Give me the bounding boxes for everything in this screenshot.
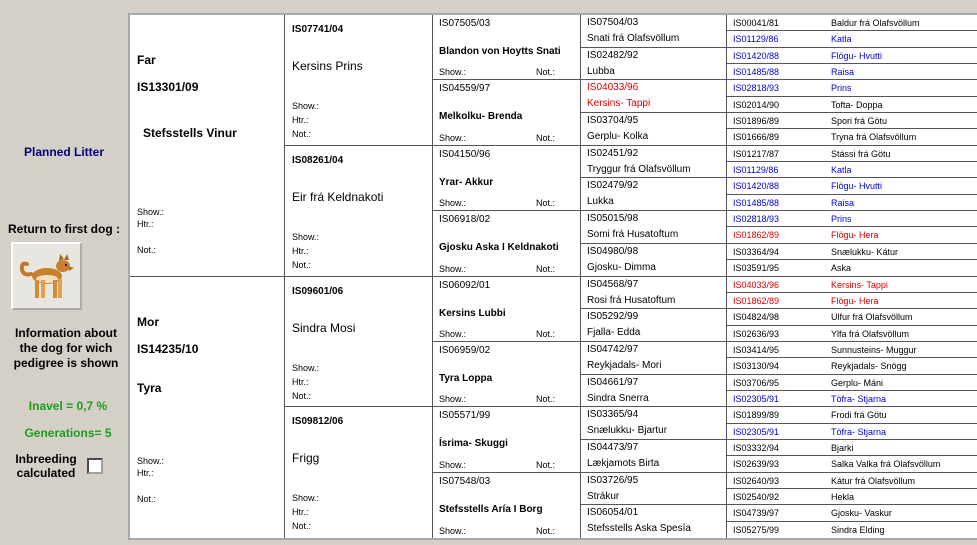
dog-info-label: Information about the dog for wich pedigree is shown xyxy=(13,326,119,370)
planned-litter-label: Planned Litter xyxy=(23,145,104,159)
gen5-name: Raisa xyxy=(831,67,855,78)
not-label: Not.: xyxy=(536,394,556,405)
gen5-reg-number: IS01129/86 xyxy=(733,165,779,176)
not-label: Not.: xyxy=(536,459,556,470)
not-label: Not.: xyxy=(536,328,556,339)
show-label: Show.: xyxy=(292,101,320,111)
gen5-reg-number: IS01485/88 xyxy=(733,197,780,208)
show-label: Show.: xyxy=(292,231,320,242)
parent-meta xyxy=(137,206,164,256)
gen3-reg-number: IS06092/01 xyxy=(439,279,491,291)
gen5-name: Snælukku- Kátur xyxy=(831,246,899,257)
htr-label: Htr.: xyxy=(137,219,154,229)
gen4-reg-number: IS06054/01 xyxy=(587,507,639,519)
gen4-reg-number: IS02479/92 xyxy=(587,180,639,192)
show-label: Show.: xyxy=(292,362,320,373)
gen5-reg-number: IS01896/89 xyxy=(733,116,780,127)
gen4-name: Somi frá Husatoftum xyxy=(587,229,679,241)
gen4-cell[interactable] xyxy=(581,473,726,506)
gen5-name: Reykjadals- Snögg xyxy=(831,361,907,372)
not-label: Not.: xyxy=(292,259,312,270)
parent-reg-number: IS13301/09 xyxy=(137,80,199,94)
gen3-cell[interactable] xyxy=(433,342,580,407)
gen4-reg-number: IS04568/97 xyxy=(587,278,639,290)
not-label: Not.: xyxy=(137,493,157,504)
gen5-reg-number: IS04033/96 xyxy=(733,279,780,290)
gen3-reg-number: IS04559/97 xyxy=(439,83,491,95)
gen5-row[interactable] xyxy=(727,424,977,440)
gen5-row[interactable] xyxy=(727,293,977,309)
gen4-name: Lubba xyxy=(587,65,615,77)
gen5-name: Stássi frá Götu xyxy=(831,148,891,159)
gen5-row[interactable] xyxy=(727,97,977,113)
gen5-row[interactable] xyxy=(727,113,977,129)
gen5-name: Gerplu- Máni xyxy=(831,377,884,388)
gen3-name: Ísrima- Skuggi xyxy=(439,438,508,450)
gen5-name: Gjosku- Vaskur xyxy=(831,508,892,519)
gen5-name: Katla xyxy=(831,165,852,176)
parent-cell[interactable] xyxy=(130,277,284,539)
grandparent-name: Frigg xyxy=(292,451,320,466)
gen5-row[interactable] xyxy=(727,326,977,342)
gen3-name: Tyra Loppa xyxy=(439,372,493,384)
grandparent-meta xyxy=(292,491,319,533)
gen3-cell[interactable] xyxy=(433,277,580,342)
gen5-row[interactable] xyxy=(727,456,977,472)
dog-thumbnail-icon xyxy=(19,250,75,304)
gen4-name: Reykjadals- Mori xyxy=(587,359,662,371)
gen4-reg-number: IS04980/98 xyxy=(587,245,639,257)
gen5-name: Flögu- Hera xyxy=(831,230,879,241)
generation-5-column xyxy=(727,15,977,538)
gen5-row[interactable] xyxy=(727,195,977,211)
not-label: Not.: xyxy=(536,526,556,536)
gen4-cell[interactable] xyxy=(581,80,726,113)
gen4-reg-number: IS03704/95 xyxy=(587,115,639,127)
gen5-name: Sunnusteins- Muggur xyxy=(831,344,917,355)
generation-4-column xyxy=(581,15,727,538)
gen5-row[interactable] xyxy=(727,407,977,423)
gen5-name: Salka Valka frá Olafsvöllum xyxy=(831,459,941,470)
gen5-row[interactable] xyxy=(727,48,977,64)
show-label: Show.: xyxy=(439,198,467,209)
gen5-reg-number: IS03414/95 xyxy=(733,344,780,355)
spacer xyxy=(137,230,164,244)
grandparent-reg-number: IS09812/06 xyxy=(292,416,344,428)
gen5-reg-number: IS01129/86 xyxy=(733,34,779,45)
gen5-row[interactable] xyxy=(727,375,977,391)
gen3-reg-number: IS05571/99 xyxy=(439,410,491,422)
gen5-name: Flögu- Hera xyxy=(831,295,879,306)
gen5-row[interactable] xyxy=(727,211,977,227)
parent-reg-number: IS14235/10 xyxy=(137,341,199,356)
grandparent-name: Eir frá Keldnakoti xyxy=(292,189,384,204)
show-label: Show.: xyxy=(439,394,467,405)
gen5-name: Katla xyxy=(831,34,852,45)
htr-label: Htr.: xyxy=(292,115,309,125)
gen4-cell[interactable] xyxy=(581,113,726,146)
show-label: Show.: xyxy=(439,526,467,536)
gen5-name: Frodi frá Götu xyxy=(831,410,887,421)
gen5-reg-number: IS02640/93 xyxy=(733,475,780,486)
gen5-row[interactable] xyxy=(727,505,977,521)
gen5-row[interactable] xyxy=(727,146,977,162)
generation-2-column xyxy=(285,15,433,538)
gen5-name: Hekla xyxy=(831,491,855,502)
gen4-reg-number: IS02482/92 xyxy=(587,49,639,61)
generation-3-column xyxy=(433,15,581,538)
gen4-cell[interactable] xyxy=(581,48,726,81)
gen5-row[interactable] xyxy=(727,489,977,505)
gen5-reg-number: IS00041/81 xyxy=(733,18,780,28)
gen3-cell[interactable] xyxy=(433,407,580,472)
gen3-name: Gjosku Aska I Keldnakoti xyxy=(439,242,559,254)
gen3-name: Yrar- Akkur xyxy=(439,176,494,188)
gen4-name: Rosi frá Husatoftum xyxy=(587,294,676,306)
parent-role: Far xyxy=(137,53,156,67)
show-label: Show.: xyxy=(137,455,165,466)
gen4-reg-number: IS05292/99 xyxy=(587,311,639,323)
gen4-name: Strákur xyxy=(587,490,620,502)
return-to-first-dog-label: Return to first dog : xyxy=(8,222,120,236)
not-label: Not.: xyxy=(536,263,556,274)
gen3-cell[interactable] xyxy=(433,146,580,211)
not-label: Not.: xyxy=(536,67,556,78)
gen5-name: Tofta- Doppa xyxy=(831,99,883,110)
gen5-row[interactable] xyxy=(727,80,977,96)
gen4-reg-number: IS04661/97 xyxy=(587,376,639,388)
gen4-reg-number: IS07504/03 xyxy=(587,17,639,28)
gen5-reg-number: IS01666/89 xyxy=(733,132,780,143)
htr-label: Htr.: xyxy=(292,376,309,387)
grandparent-reg-number: IS09601/06 xyxy=(292,285,344,297)
gen5-name: Aska xyxy=(831,263,852,274)
show-label: Show.: xyxy=(137,207,165,217)
gen5-reg-number: IS02305/91 xyxy=(733,426,780,437)
gen5-reg-number: IS01862/89 xyxy=(733,295,780,306)
gen4-cell[interactable] xyxy=(581,375,726,408)
gen4-reg-number: IS02451/92 xyxy=(587,147,639,159)
gen5-reg-number: IS02014/90 xyxy=(733,99,780,110)
inbreeding-calculated-label: Inbreeding calculated xyxy=(15,452,77,480)
gen5-row[interactable] xyxy=(727,473,977,489)
gen3-reg-number: IS07548/03 xyxy=(439,475,491,487)
gen5-reg-number: IS01862/89 xyxy=(733,230,780,241)
gen5-row[interactable] xyxy=(727,440,977,456)
parent-name: Tyra xyxy=(137,380,162,395)
parent-meta xyxy=(137,455,164,505)
gen5-row[interactable] xyxy=(727,260,977,276)
gen5-row[interactable] xyxy=(727,31,977,47)
gen5-name: Flögu- Hvutti xyxy=(831,50,883,61)
generation-1-column xyxy=(130,15,285,538)
gen3-reg-number: IS06918/02 xyxy=(439,214,491,226)
show-label: Show.: xyxy=(439,263,467,274)
gen3-cell[interactable] xyxy=(433,15,580,80)
gen5-reg-number: IS01420/88 xyxy=(733,181,780,192)
gen3-name: Blandon von Hoytts Snati xyxy=(439,46,561,57)
grandparent-name: Sindra Mosi xyxy=(292,320,356,335)
gen5-row[interactable] xyxy=(727,522,977,538)
gen5-name: Ulfur frá Olafsvöllum xyxy=(831,312,913,323)
gen5-reg-number: IS05275/99 xyxy=(733,524,780,535)
gen3-name: Melkolku- Brenda xyxy=(439,111,523,123)
gen3-cell[interactable] xyxy=(433,473,580,538)
gen5-row[interactable] xyxy=(727,342,977,358)
show-label: Show.: xyxy=(292,493,320,504)
gen4-cell[interactable] xyxy=(581,244,726,277)
show-label: Show.: xyxy=(439,132,467,143)
gen5-reg-number: IS04739/97 xyxy=(733,508,780,519)
grandparent-reg-number: IS07741/04 xyxy=(292,24,344,35)
gen5-name: Töfra- Stjarna xyxy=(831,393,887,404)
grandparent-meta xyxy=(292,361,319,403)
not-label: Not.: xyxy=(292,390,312,401)
grandparent-meta xyxy=(292,99,319,141)
gen4-cell[interactable] xyxy=(581,146,726,179)
gen4-reg-number: IS04742/97 xyxy=(587,343,639,355)
gen5-row[interactable] xyxy=(727,358,977,374)
gen5-reg-number: IS02305/91 xyxy=(733,393,780,404)
grandparent-name: Kersins Prins xyxy=(292,59,363,73)
gen5-name: Prins xyxy=(831,214,852,225)
gen5-name: Kersins- Tappi xyxy=(831,279,888,290)
grandparent-reg-number: IS08261/04 xyxy=(292,154,344,166)
gen4-cell[interactable] xyxy=(581,178,726,211)
gen5-row[interactable] xyxy=(727,227,977,243)
gen5-reg-number: IS03706/95 xyxy=(733,377,780,388)
parent-name: Stefsstells Vinur xyxy=(143,126,237,140)
gen5-reg-number: IS02818/93 xyxy=(733,214,780,225)
gen4-name: Snælukku- Bjartur xyxy=(587,425,668,437)
generations-value: Generations= 5 xyxy=(24,426,112,440)
gen4-name: Fjalla- Edda xyxy=(587,327,641,339)
gen5-row[interactable] xyxy=(727,309,977,325)
gen5-row[interactable] xyxy=(727,162,977,178)
not-label: Not.: xyxy=(536,198,556,209)
gen5-name: Flögu- Hvutti xyxy=(831,181,883,192)
gen5-name: Ylfa frá Olafsvöllum xyxy=(831,328,910,339)
grandparent-meta xyxy=(292,230,319,272)
gen4-name: Sindra Snerra xyxy=(587,392,649,404)
gen4-cell[interactable] xyxy=(581,342,726,375)
not-label: Not.: xyxy=(137,245,157,255)
gen3-cell[interactable] xyxy=(433,211,580,276)
gen4-reg-number: IS04473/97 xyxy=(587,441,639,453)
not-label: Not.: xyxy=(292,129,312,139)
gen5-name: Prins xyxy=(831,83,852,94)
gen4-reg-number: IS04033/96 xyxy=(587,82,639,94)
htr-label: Htr.: xyxy=(137,467,154,478)
gen5-row[interactable] xyxy=(727,129,977,145)
gen5-name: Spori frá Götu xyxy=(831,116,888,127)
gen5-reg-number: IS03364/94 xyxy=(733,246,780,257)
not-label: Not.: xyxy=(292,521,312,532)
grandparent-cell[interactable] xyxy=(285,277,432,408)
gen5-reg-number: IS01420/88 xyxy=(733,50,780,61)
grandparent-cell[interactable] xyxy=(285,15,432,146)
gen3-cell[interactable] xyxy=(433,80,580,145)
parent-role: Mor xyxy=(137,314,159,329)
gen5-name: Tryna frá Olafsvöllum xyxy=(831,132,917,143)
gen5-reg-number: IS02636/93 xyxy=(733,328,780,339)
gen5-row[interactable] xyxy=(727,277,977,293)
gen5-reg-number: IS03591/95 xyxy=(733,263,780,274)
gen5-name: Kátur frá Olafsvöllum xyxy=(831,475,916,486)
gen4-cell[interactable] xyxy=(581,309,726,342)
gen4-name: Snati frá Olafsvöllum xyxy=(587,33,680,44)
gen5-reg-number: IS02639/93 xyxy=(733,459,780,470)
gen4-name: Stefsstells Aska Spesía xyxy=(587,523,691,535)
gen3-name: Kersins Lubbi xyxy=(439,307,506,319)
gen5-name: Raisa xyxy=(831,197,855,208)
not-label: Not.: xyxy=(536,132,556,143)
gen5-reg-number: IS02540/92 xyxy=(733,491,780,502)
gen4-name: Lækjamots Birta xyxy=(587,457,660,469)
inbreeding-calculated-checkbox[interactable] xyxy=(87,458,103,474)
gen5-name: Sindra Elding xyxy=(831,524,885,535)
htr-label: Htr.: xyxy=(292,245,309,256)
inbreeding-value: Inavel = 0,7 % xyxy=(28,399,108,413)
gen3-name: Stefsstells Aría I Borg xyxy=(439,503,543,515)
gen5-reg-number: IS01899/89 xyxy=(733,410,780,421)
spacer xyxy=(137,479,164,493)
gen4-name: Gerplu- Kolka xyxy=(587,131,649,143)
gen3-reg-number: IS04150/96 xyxy=(439,148,491,160)
gen5-name: Baldur frá Olafsvöllum xyxy=(831,18,920,28)
gen4-name: Lukka xyxy=(587,196,614,208)
gen5-row[interactable] xyxy=(727,15,977,31)
gen4-name: Kersins- Tappi xyxy=(587,98,651,110)
gen5-row[interactable] xyxy=(727,64,977,80)
gen5-reg-number: IS03130/94 xyxy=(733,361,780,372)
grandparent-cell[interactable] xyxy=(285,407,432,538)
gen3-reg-number: IS07505/03 xyxy=(439,18,491,29)
gen5-reg-number: IS04824/98 xyxy=(733,312,780,323)
gen5-name: Töfra- Stjarna xyxy=(831,426,887,437)
show-label: Show.: xyxy=(439,328,467,339)
sidebar xyxy=(0,0,128,545)
gen5-row[interactable] xyxy=(727,391,977,407)
show-label: Show.: xyxy=(439,67,467,78)
return-to-first-dog-button[interactable] xyxy=(11,242,82,310)
gen4-cell[interactable] xyxy=(581,407,726,440)
gen3-reg-number: IS06959/02 xyxy=(439,344,491,356)
gen5-reg-number: IS01217/87 xyxy=(733,148,780,159)
gen5-reg-number: IS03332/94 xyxy=(733,442,780,453)
gen4-cell[interactable] xyxy=(581,211,726,244)
gen4-cell[interactable] xyxy=(581,505,726,538)
gen4-reg-number: IS03726/95 xyxy=(587,474,639,486)
gen5-row[interactable] xyxy=(727,244,977,260)
gen4-reg-number: IS05015/98 xyxy=(587,213,639,225)
gen4-name: Tryggur frá Olafsvöllum xyxy=(587,163,691,175)
pedigree-table xyxy=(128,13,977,540)
parent-cell[interactable] xyxy=(130,15,284,277)
gen5-row[interactable] xyxy=(727,178,977,194)
gen5-name: Bjarki xyxy=(831,442,854,453)
show-label: Show.: xyxy=(439,459,467,470)
gen4-cell[interactable] xyxy=(581,277,726,310)
htr-label: Htr.: xyxy=(292,507,309,518)
gen5-reg-number: IS01485/88 xyxy=(733,67,780,78)
gen4-name: Gjosku- Dimma xyxy=(587,261,656,273)
gen4-cell[interactable] xyxy=(581,15,726,48)
gen4-cell[interactable] xyxy=(581,440,726,473)
gen4-reg-number: IS03365/94 xyxy=(587,409,639,421)
gen5-reg-number: IS02818/93 xyxy=(733,83,780,94)
grandparent-cell[interactable] xyxy=(285,146,432,277)
